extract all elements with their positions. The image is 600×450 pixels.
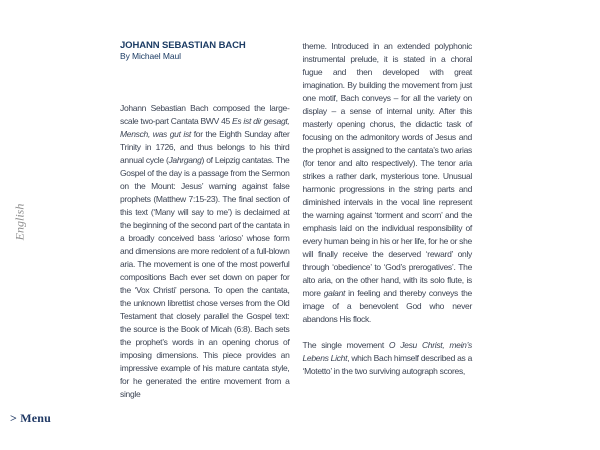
text-segment: , which Bach himself described as a ‘Motetto’ in the two surviving autograph scores, [302, 353, 473, 376]
language-label: English [12, 203, 27, 241]
left-column [120, 40, 290, 414]
text-segment: for the Eighth Sunday after Trinity in 1726, and thus belongs to his third annual cycle ( [120, 129, 290, 165]
text-segment: Jahrgang [168, 155, 202, 165]
text-segment: theme. Introduced in an extended polyphonic instrumental prelude, it is stated in a choral fugue and then developed with great imagination. By building the movement from just one motif, Bach conveys – for all the variety on display – a sense of internal unity. After this masterly opening chorus, the didactic task of focusing on the admonitory words of Jesus and the prophet is assigned to the cantata’s two arias (for tenor and alto respectively). The tenor aria strikes a rather dark, mysterious tone. Unusual harmonic progressions in the string parts and diminished intervals in the vocal line represent the warning against ‘torment and scorn’ and the emphasis laid on the individual responsibility of every human being in his or her life, for he or she will finally receive the deserved ‘reward’ only through ‘obedience’ to ‘God’s prerogatives’. The alto aria, on the other hand, with its solo flute, is more [302, 41, 472, 298]
left-column-text [120, 102, 290, 401]
right-column-text [303, 40, 473, 378]
text-segment: O Jesu Christ, mein’s Lebens Licht [302, 340, 472, 363]
right-column [303, 40, 473, 414]
text-segment: Es ist dir gesagt, Mensch, was gut ist [120, 116, 290, 139]
article-title: JOHANN SEBASTIAN BACH [120, 40, 246, 51]
menu-link[interactable]: > Menu [10, 411, 52, 425]
text-segment: ) of Leipzig cantatas. The Gospel of the day is a passage from the Sermon on the Mount: Jesus’ warning against false prophets (Matthew 7:15-23). The final section of this text (‘Many will say to me’) is declaimed at the beginning of the second part of the cantata in a broadly conceived bass ‘arioso’ whose form and dimensions are more redolent of a full-blown aria. The movement is one of the most powerful compositions Bach ever set down on paper for the ‘Vox Christi’ persona. To open the cantata, the unknown librettist chose verses from the Old Testament that closely parallel the Gospel text: the source is the Book of Micah (6:8). Bach sets the prophet’s words in an opening chorus of imposing dimensions. This piece provides an impressive example of his mature cantata style, for he generated the entire movement from a single [120, 155, 290, 399]
text-segment: The single movement [302, 340, 389, 350]
paragraph [120, 102, 290, 401]
article-body [120, 40, 472, 414]
paragraph [303, 339, 473, 378]
text-segment: galant [323, 288, 346, 298]
paragraph [303, 40, 473, 326]
article-byline: By Michael Maul [120, 51, 181, 61]
text-segment: Johann Sebastian Bach composed the large-scale two-part Cantata BWV 45 [120, 103, 290, 126]
text-segment: in feeling and thereby conveys the image of a benevolent God who never abandons His flock. [302, 288, 472, 324]
